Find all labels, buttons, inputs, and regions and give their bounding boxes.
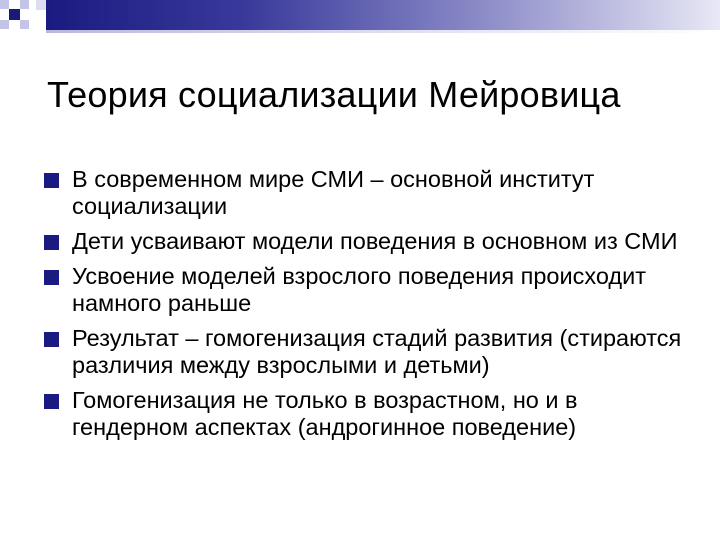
- list-item: [44, 263, 694, 317]
- decorative-square: [20, 0, 29, 9]
- list-item: [44, 387, 694, 441]
- decorative-square: [9, 9, 20, 20]
- square-bullet-icon: [44, 270, 59, 285]
- bullet-text: В современном мире СМИ – основной институт социализации: [72, 166, 595, 219]
- header-gradient-bar: [46, 0, 720, 30]
- bullet-text: Гомогенизация не только в возрастном, но и в гендерном аспектах (андрогинное поведение): [72, 387, 578, 440]
- slide-title: Теория социализации Мейровица: [47, 74, 621, 115]
- list-item: [44, 166, 694, 220]
- bullet-text: Результат – гомогенизация стадий развития (стираются различия между взрослыми и детьми): [72, 325, 682, 378]
- header-bar-underline: [46, 30, 720, 33]
- bullet-list: [44, 166, 694, 449]
- decorative-square: [0, 0, 9, 9]
- square-bullet-icon: [44, 394, 59, 409]
- decorative-square: [36, 0, 46, 10]
- square-bullet-icon: [44, 173, 59, 188]
- bullet-text: Усвоение моделей взрослого поведения происходит намного раньше: [72, 263, 646, 316]
- list-item: [44, 325, 694, 379]
- square-bullet-icon: [44, 235, 59, 250]
- square-bullet-icon: [44, 332, 59, 347]
- bullet-text: Дети усваивают модели поведения в основном из СМИ: [72, 228, 678, 254]
- decorative-square: [20, 20, 29, 29]
- list-item: [44, 228, 694, 255]
- decorative-square: [0, 20, 9, 29]
